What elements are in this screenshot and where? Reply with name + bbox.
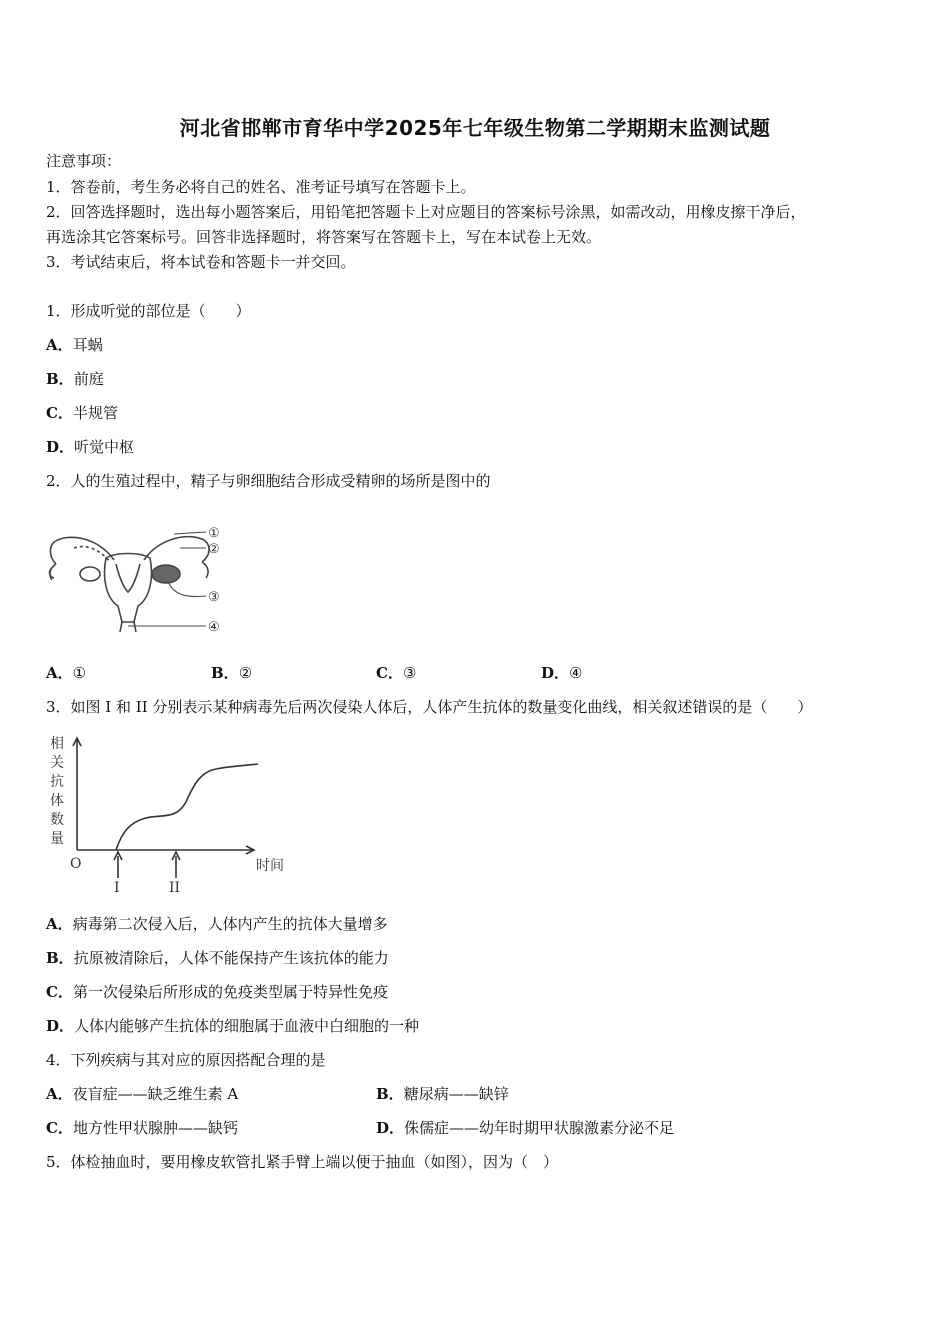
figure-label-2: ②: [208, 542, 220, 557]
option-letter: C．: [376, 664, 403, 682]
q1-option-b: [46, 369, 104, 389]
page-title: 河北省邯郸市育华中学2025年七年级生物第二学期期末监测试题: [179, 116, 771, 140]
option-text: 听觉中枢: [74, 438, 135, 456]
notice-item: 再选涂其它答案标号。回答非选择题时，将答案写在答题卡上，写在本试卷上无效。: [46, 228, 602, 246]
ylabel-char: 相: [50, 736, 64, 752]
antibody-curve: [116, 764, 258, 850]
notice-heading: 注意事项：: [46, 152, 122, 170]
marker-I-label: I: [114, 880, 120, 894]
question-3-stem: 3．如图 I 和 II 分别表示某种病毒先后两次侵染人体后，人体产生抗体的数量变化曲线，相关叙述错误的是（ ）: [46, 698, 813, 716]
q3-option-a: [46, 914, 388, 934]
antibody-curve-figure: [44, 732, 296, 894]
option-text: 前庭: [73, 370, 104, 388]
option-letter: C．: [46, 1119, 73, 1137]
option-letter: A．: [46, 1085, 73, 1103]
option-letter: A．: [46, 915, 73, 933]
option-letter: D．: [46, 1017, 75, 1035]
option-letter: D．: [541, 664, 570, 682]
option-letter: D．: [46, 438, 75, 456]
female-reproductive-system-figure: [44, 518, 236, 634]
option-text: 夜盲症——缺乏维生素 A: [72, 1085, 239, 1103]
marker-II-label: II: [169, 880, 181, 894]
option-letter: B．: [376, 1085, 404, 1103]
question-1-stem: 1．形成听觉的部位是（ ）: [46, 302, 251, 320]
option-text: 抗原被清除后，人体不能保持产生该抗体的能力: [73, 949, 389, 967]
origin-label: O: [70, 856, 82, 872]
option-letter: B．: [46, 370, 74, 388]
notice-item: 3．考试结束后，将本试卷和答题卡一并交回。: [46, 253, 356, 271]
q3-option-c: [46, 982, 388, 1002]
question-4-stem: 4．下列疾病与其对应的原因搭配合理的是: [46, 1051, 326, 1069]
option-letter: A．: [46, 664, 73, 682]
option-text: 半规管: [72, 404, 118, 422]
ylabel-char: 体: [50, 793, 64, 809]
question-5-stem: 5．体检抽血时，要用橡皮软管扎紧手臂上端以便于抽血（如图），因为（ ）: [46, 1153, 559, 1171]
figure-label-3: ③: [208, 590, 220, 605]
notice-item: 1．答卷前，考生务必将自己的姓名、准考证号填写在答题卡上。: [46, 178, 476, 196]
option-text: ③: [402, 664, 417, 682]
option-text: ②: [238, 664, 253, 682]
q4-option-b: [376, 1084, 509, 1104]
option-letter: D．: [376, 1119, 405, 1137]
option-text: 糖尿病——缺锌: [403, 1085, 509, 1103]
q4-option-c: [46, 1118, 238, 1138]
option-text: 第一次侵染后所形成的免疫类型属于特异性免疫: [72, 983, 388, 1001]
option-text: 地方性甲状腺肿——缺钙: [72, 1119, 238, 1137]
option-text: ④: [569, 664, 583, 682]
q3-option-d: [46, 1016, 419, 1036]
ylabel-char: 数: [50, 812, 64, 828]
q4-option-a: [46, 1084, 238, 1104]
option-letter: C．: [46, 983, 73, 1001]
option-text: 人体内能够产生抗体的细胞属于血液中白细胞的一种: [74, 1017, 420, 1035]
ylabel-char: 关: [50, 755, 64, 771]
q3-option-b: [46, 948, 389, 968]
option-letter: B．: [211, 664, 239, 682]
ylabel-char: 抗: [50, 774, 64, 790]
figure-label-4: ④: [208, 620, 220, 634]
q1-option-c: [46, 403, 118, 423]
q1-option-a: [46, 335, 103, 355]
option-text: 侏儒症——幼年时期甲状腺激素分泌不足: [404, 1119, 675, 1137]
option-letter: A．: [46, 336, 73, 354]
option-text: ①: [72, 664, 87, 682]
q2-option-b: [211, 663, 252, 683]
q2-option-c: [376, 663, 416, 683]
figure-label-1: ①: [208, 526, 220, 541]
option-text: 耳蜗: [72, 336, 103, 354]
option-letter: C．: [46, 404, 73, 422]
x-axis-label: 时间: [256, 858, 284, 874]
option-letter: B．: [46, 949, 74, 967]
option-text: 病毒第二次侵入后，人体内产生的抗体大量增多: [72, 915, 388, 933]
notice-item: 2．回答选择题时，选出每小题答案后，用铅笔把答题卡上对应题目的答案标号涂黑，如需改动，用橡皮擦干净后，: [46, 203, 806, 221]
question-2-stem: 2．人的生殖过程中，精子与卵细胞结合形成受精卵的场所是图中的: [46, 472, 491, 490]
q2-option-d: [541, 663, 582, 683]
q2-option-a: [46, 663, 86, 683]
q1-option-d: [46, 437, 134, 457]
q4-option-d: [376, 1118, 674, 1138]
ylabel-char: 量: [50, 831, 64, 847]
